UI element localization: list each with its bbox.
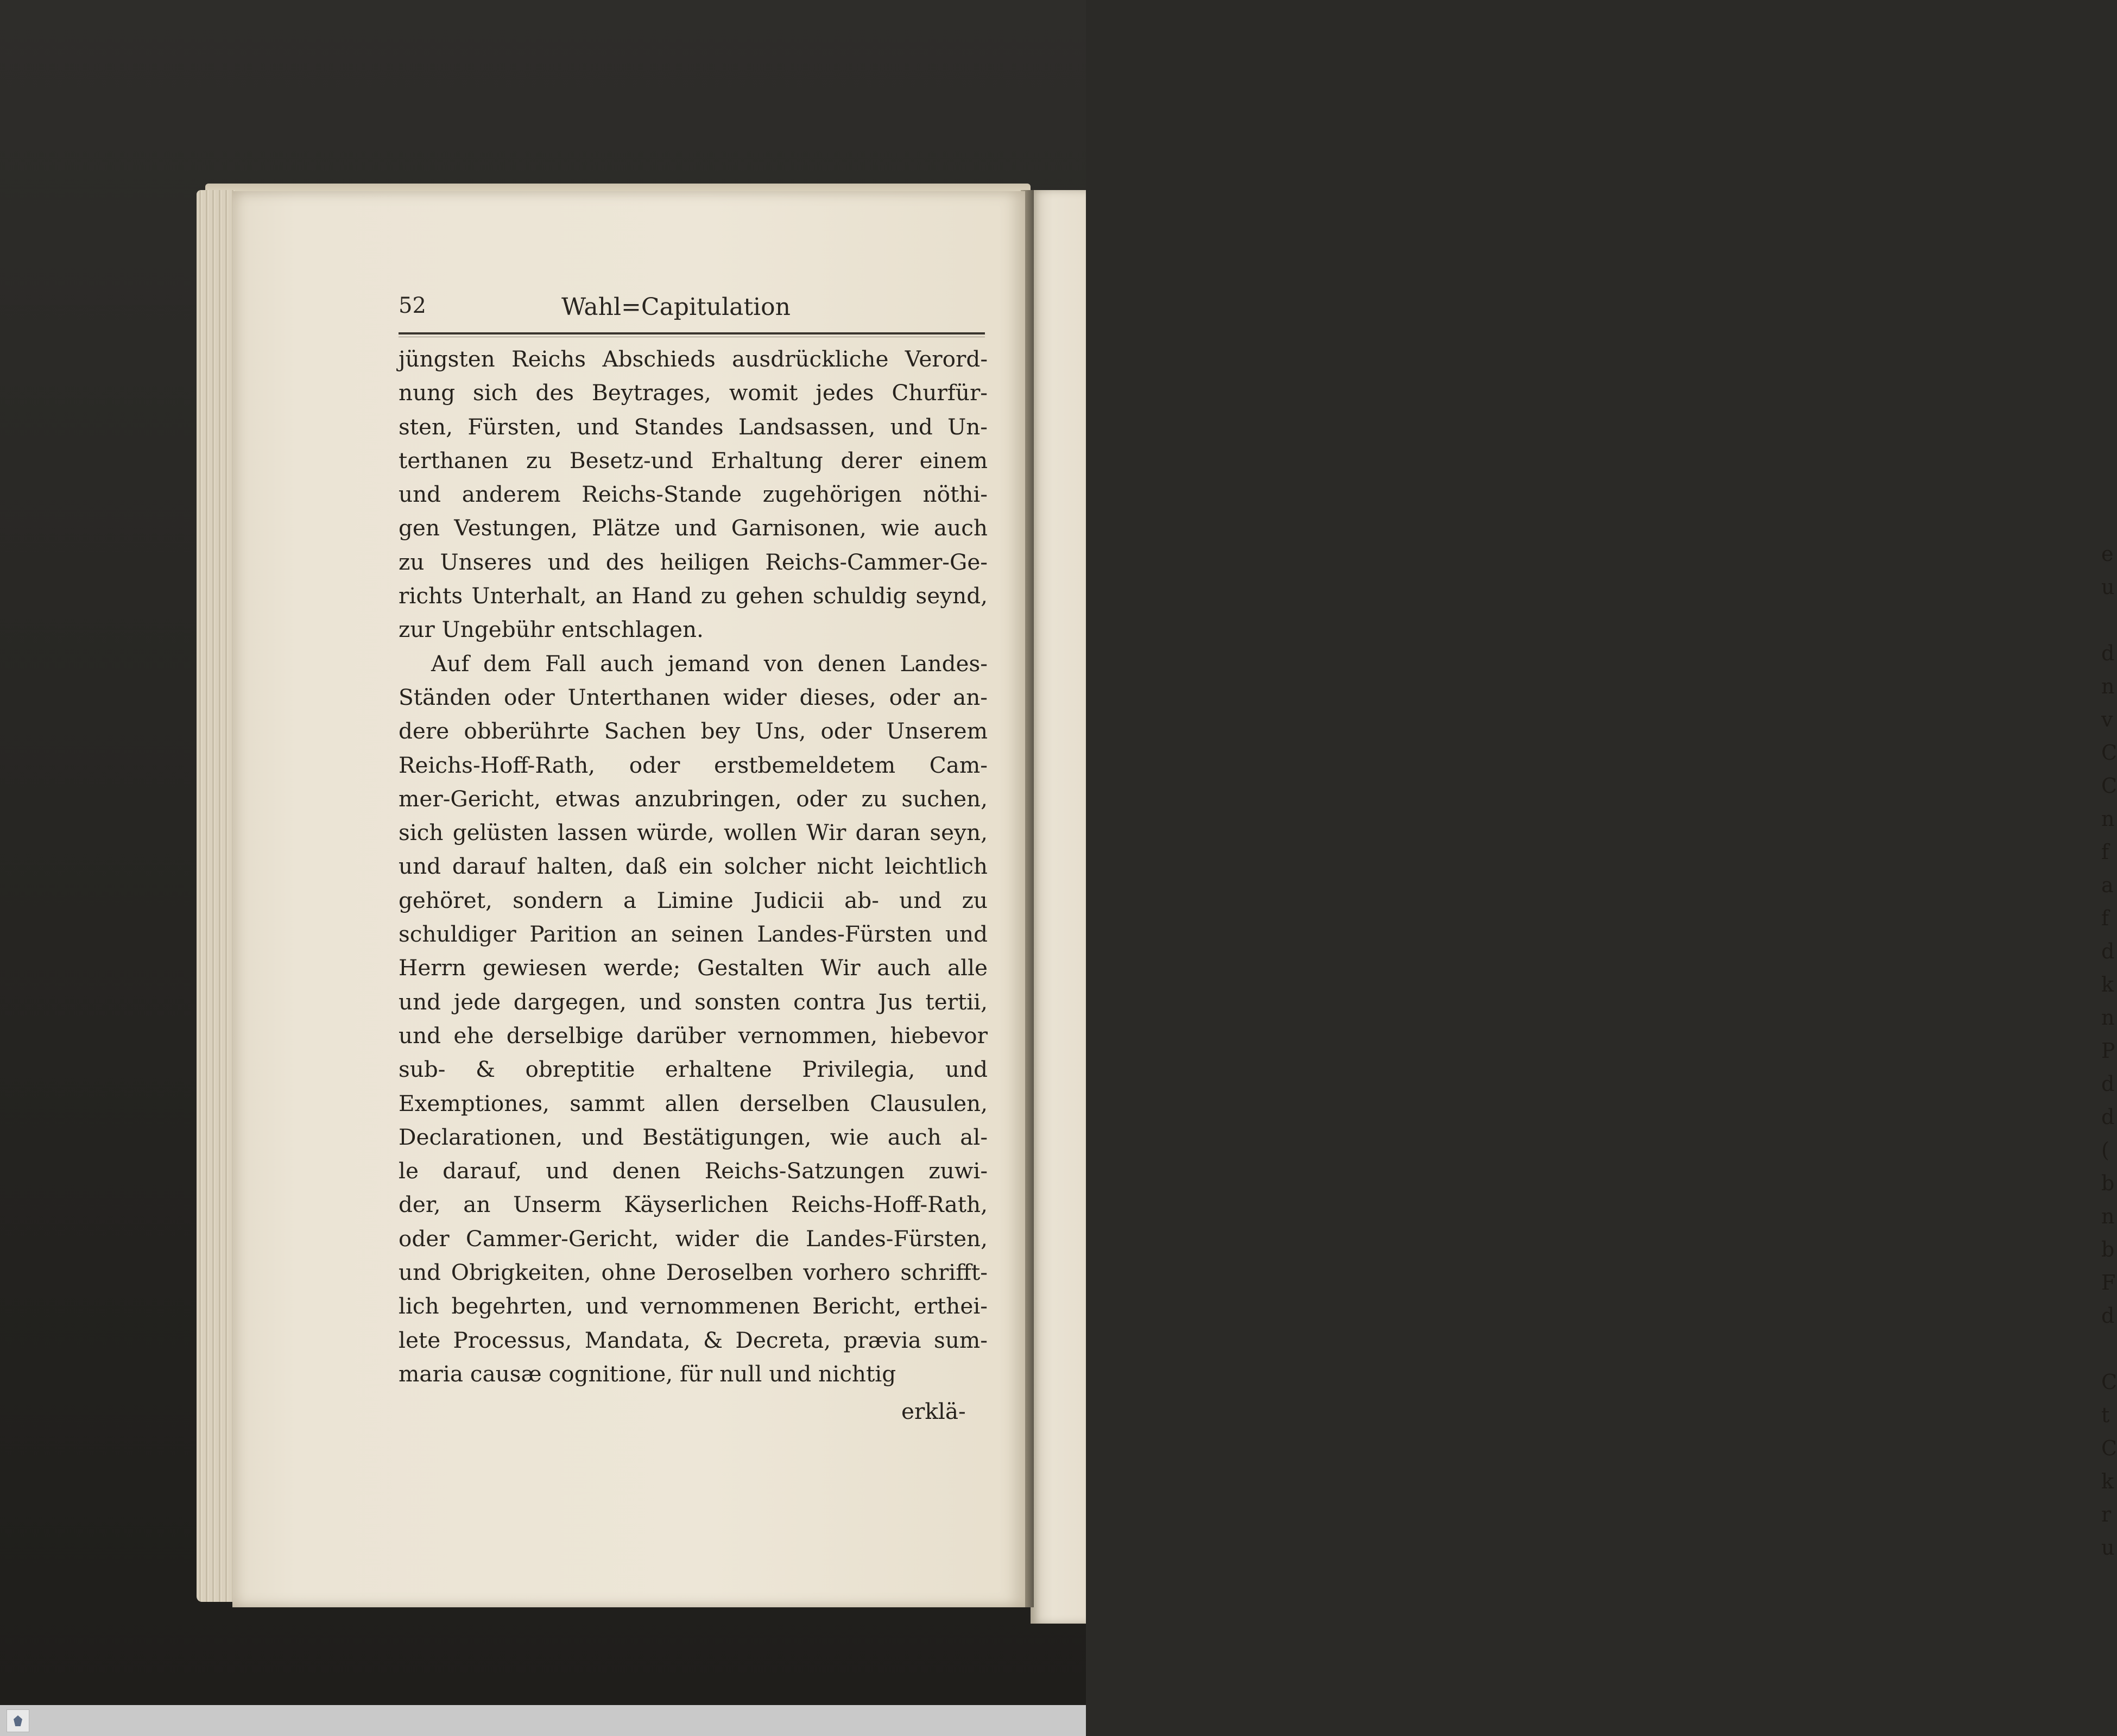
library-logo-icon[interactable]: [7, 1709, 29, 1732]
facing-page-letter: d: [2101, 1304, 2115, 1328]
facing-page-text-fragment: [2101, 538, 2116, 1564]
text-line: und jede dargegen, und sonsten contra Jus tertii,: [399, 988, 988, 1015]
facing-page-letter: f: [2101, 906, 2109, 930]
text-line: Auf dem Fall auch jemand von denen Landes-: [431, 650, 988, 677]
facing-page-letter: d: [2101, 641, 2115, 665]
text-line: mer-Gericht, etwas anzubringen, oder zu suchen,: [399, 785, 988, 812]
text-line: Herrn gewiesen werde; Gestalten Wir auch alle: [399, 955, 988, 981]
page-header: [399, 293, 985, 326]
body-text: [399, 342, 988, 1391]
text-line: zu Unseres und des heiligen Reichs-Cammer-Ge-: [399, 548, 988, 575]
text-line: Declarationen, und Bestätigungen, wie auch al-: [399, 1123, 988, 1150]
page-stack-left-edge: [197, 190, 236, 1602]
facing-page-letter: n: [2101, 807, 2115, 831]
text-line: gen Vestungen, Plätze und Garnisonen, wie auch: [399, 515, 988, 541]
text-line: sub- & obreptitie erhaltene Privilegia, und: [399, 1056, 988, 1083]
text-line: oder Cammer-Gericht, wider die Landes-Fürsten,: [399, 1225, 988, 1252]
facing-page-letter: C: [2101, 741, 2117, 765]
facing-page-letter: F: [2101, 1271, 2116, 1295]
text-line: und darauf halten, daß ein solcher nicht leichtlich: [399, 853, 988, 880]
facing-page: [1031, 190, 2117, 1624]
facing-page-letter: u: [2101, 1536, 2115, 1560]
text-line: gehöret, sondern a Limine Judicii ab- und zu: [399, 887, 988, 913]
facing-page-letter: k: [2101, 973, 2114, 996]
text-line: Ständen oder Unterthanen wider dieses, oder an-: [399, 684, 988, 710]
catchword: erklä-: [901, 1398, 966, 1424]
facing-page-letter: [2101, 1333, 2116, 1366]
text-line: terthanen zu Besetz-und Erhaltung derer einem: [399, 447, 988, 474]
text-line: lete Processus, Mandata, & Decreta, prævia sum-: [399, 1327, 988, 1353]
facing-page-letter: n: [2101, 1006, 2115, 1030]
facing-page-letter: C: [2101, 1436, 2117, 1460]
text-line: Reichs-Hoff-Rath, oder erstbemeldetem Cam-: [399, 752, 988, 778]
facing-page-letter: [2101, 604, 2116, 637]
header-rule: [399, 332, 985, 334]
text-line: und Obrigkeiten, ohne Deroselben vorhero schrifft-: [399, 1259, 988, 1286]
facing-page-letter: d: [2101, 939, 2115, 963]
text-line: nung sich des Beytrages, womit jedes Churfür-: [399, 380, 988, 406]
facing-page-letter: v: [2101, 708, 2113, 731]
text-line: sich gelüsten lassen würde, wollen Wir daran seyn,: [399, 819, 988, 846]
facing-page-letter: d: [2101, 1072, 2115, 1096]
facing-page-letter: b: [2101, 1238, 2115, 1261]
text-line: jüngsten Reichs Abschieds ausdrückliche Verord-: [399, 346, 988, 372]
facing-page-letter: n: [2101, 1204, 2115, 1228]
page-number: 52: [399, 293, 426, 318]
facing-page-letter: b: [2101, 1171, 2115, 1195]
facing-page-letter: u: [2101, 575, 2115, 599]
facing-page-letter: C: [2101, 1370, 2117, 1394]
facing-page-letter: C: [2101, 774, 2117, 798]
text-line: und anderem Reichs-Stande zugehörigen nöthi-: [399, 481, 988, 508]
text-line: sten, Fürsten, und Standes Landsassen, und Un-: [399, 413, 988, 440]
running-head: Wahl=Capitulation: [561, 293, 791, 321]
facing-page-letter: f: [2101, 840, 2109, 864]
text-line: schuldiger Parition an seinen Landes-Fürsten und: [399, 921, 988, 948]
text-line: zur Ungebühr entschlagen.: [399, 616, 704, 643]
text-line: Exemptiones, sammt allen derselben Clausulen,: [399, 1090, 988, 1116]
facing-page-letter: n: [2101, 674, 2115, 698]
facing-page-letter: d: [2101, 1105, 2115, 1129]
text-line: dere obberührte Sachen bey Uns, oder Unserem: [399, 718, 988, 744]
facing-page-letter: t: [2101, 1403, 2110, 1427]
text-line: le darauf, und denen Reichs-Satzungen zuwi-: [399, 1158, 988, 1184]
text-line: richts Unterhalt, an Hand zu gehen schuldig seynd,: [399, 583, 988, 609]
text-line: lich begehrten, und vernommenen Bericht, erthei-: [399, 1293, 988, 1320]
facing-page-letter: a: [2101, 873, 2114, 897]
facing-page-letter: k: [2101, 1469, 2114, 1493]
facing-page-letter: P: [2101, 1039, 2115, 1063]
viewer-bottom-bar: [0, 1705, 1086, 1736]
facing-page-letter: r: [2101, 1503, 2112, 1526]
text-line: maria causæ cognitione, für null und nichtig: [399, 1360, 896, 1387]
facing-page-letter: (: [2101, 1138, 2109, 1162]
facing-page-letter: e: [2101, 542, 2114, 566]
text-line: der, an Unserm Käyserlichen Reichs-Hoff-Rath,: [399, 1191, 988, 1218]
text-line: und ehe derselbige darüber vernommen, hiebevor: [399, 1022, 988, 1049]
